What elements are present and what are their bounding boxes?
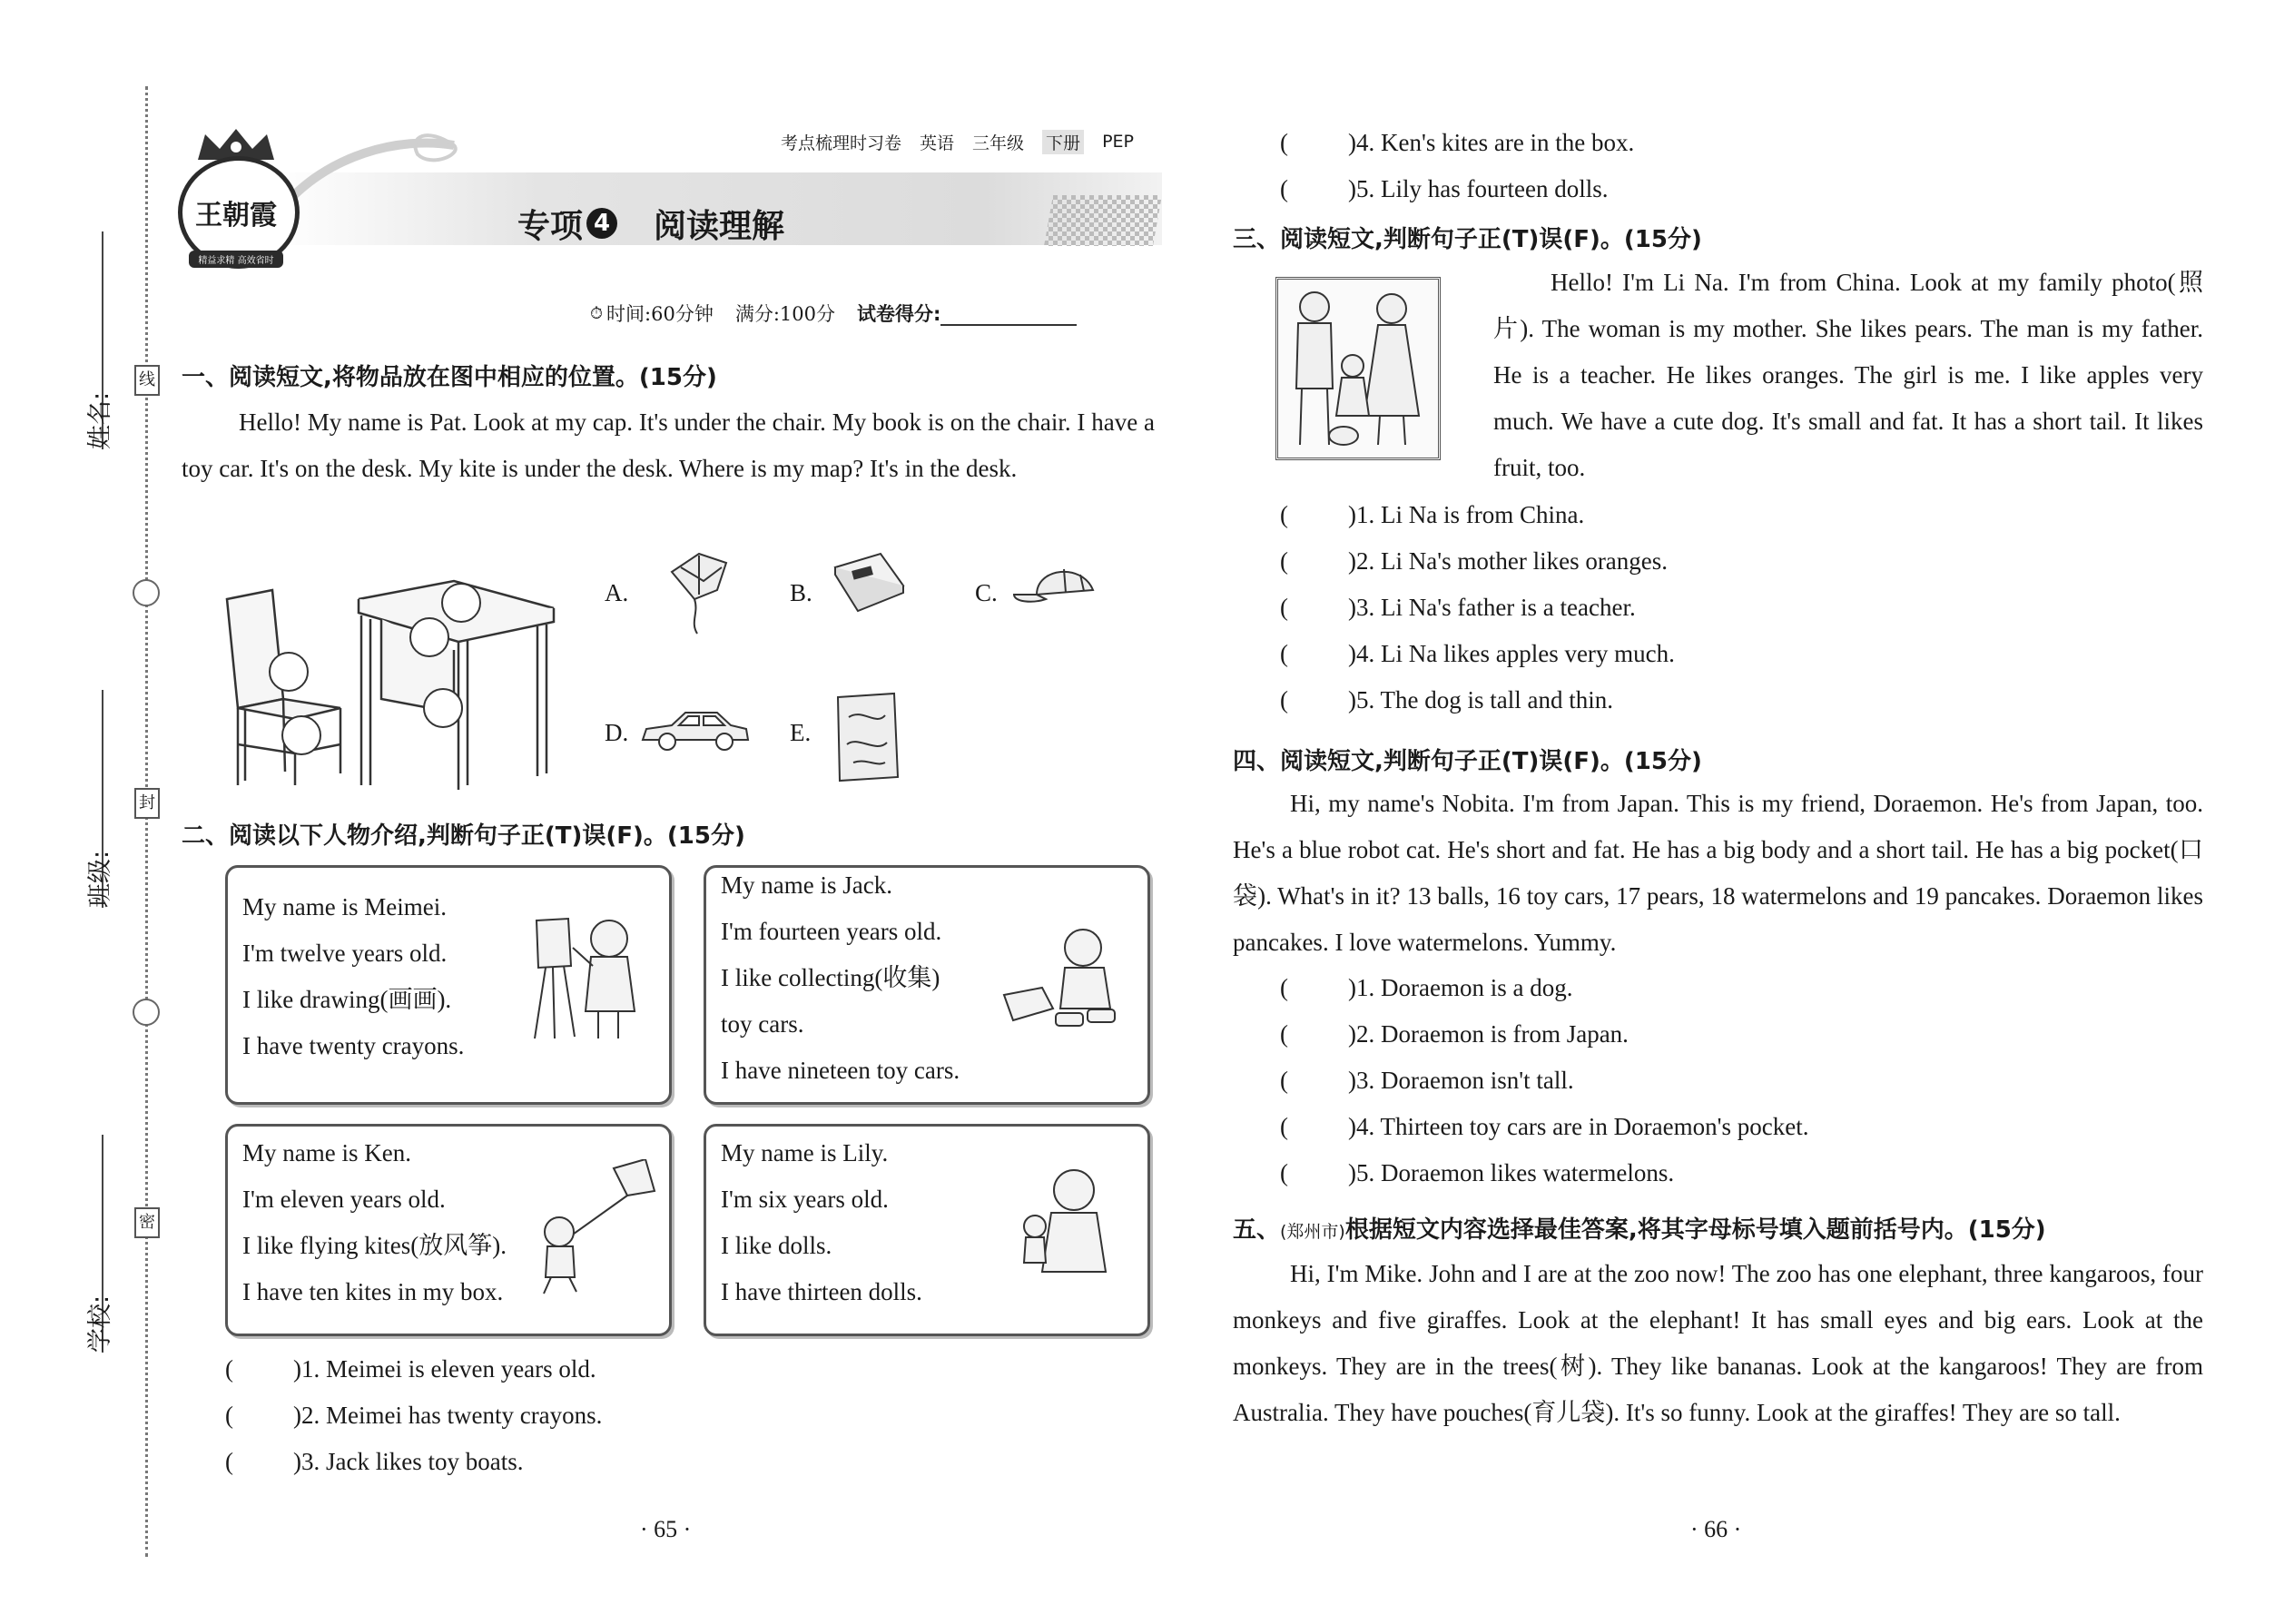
series-bar [781,127,1134,156]
series-volume: 下册 [1042,130,1084,154]
binding-hole-icon [133,579,160,606]
card-line: I'm twelve years old. [242,940,448,967]
tf-question: ( )4. Ken's kites are in the box. [1280,129,1635,156]
chair-icon [227,590,283,708]
line-char-xian: 线 [134,365,160,396]
card-line: I'm eleven years old. [242,1186,446,1213]
option-b-letter: B. [790,579,812,606]
section5-city: (郑州市) [1280,1222,1345,1242]
tf-question: ( )2. Doraemon is from Japan. [1280,1020,1629,1048]
tf-question: ( )4. Li Na likes apples very much. [1280,640,1675,667]
placement-circle-desk-top [442,584,480,622]
girl-dolls-icon [1006,1163,1124,1290]
profile-card-lily [704,1124,1150,1336]
series-edition: PEP [1102,132,1134,152]
chair-desk-illustration [218,563,563,790]
card-line: I'm fourteen years old. [721,918,942,945]
line-char-feng: 封 [134,788,160,819]
section2-heading: 二、阅读以下人物介绍,判断句子正(T)误(F)。(15分) [182,822,745,850]
line-char-mi: 密 [134,1207,160,1238]
section5-number: 五、 [1233,1216,1281,1244]
cap-icon [1009,558,1100,613]
section2-questions-right [1280,120,1634,212]
boy-kite-icon [527,1159,664,1295]
section5-heading [1233,1211,2046,1245]
card-line: I have thirteen dolls. [721,1278,922,1305]
binding-dotted-line [145,86,148,1557]
card-line: I have nineteen toy cars. [721,1057,960,1084]
series-name: 考点梳理时习卷 [781,133,902,153]
tf-question: ( )5. Lily has fourteen dolls. [1280,175,1609,202]
series-subject: 英语 [920,133,955,153]
section5-instruction: 根据短文内容选择最佳答案,将其字母标号填入题前括号内。(15分) [1344,1216,2046,1244]
family-photo-icon [1278,280,1438,458]
tf-question: ( )1. Li Na is from China. [1280,501,1585,528]
option-a-letter: A. [605,579,629,606]
profile-card-jack [704,865,1150,1105]
section3-heading: 三、阅读短文,判断句子正(T)误(F)。(15分) [1233,226,1702,253]
title-number-badge: 4 [586,208,617,239]
tf-question: ( )5. The dog is tall and thin. [1280,686,1613,714]
tf-question: ( )5. Doraemon likes watermelons. [1280,1159,1675,1186]
class-label: 班级: [86,850,114,908]
profile-card-ken [225,1124,672,1336]
map-icon [831,690,903,785]
page-title [517,198,784,249]
option-c-letter: C. [975,579,998,606]
card-line: I'm six years old. [721,1186,889,1213]
toy-car-icon [635,704,753,758]
section3-passage: Hello! I'm Li Na. I'm from China. Look at my family photo(照片). The woman is my mother. She likes pears. The man is my father. He is a teacher. He likes oranges. The girl is me. I like apples very much. We have a cute dog. It's small and fat. It has a short tail. It likes fruit, too. [1493,269,2203,481]
card-line: I like collecting(收集) [721,964,940,991]
card-line: I have ten kites in my box. [242,1278,504,1305]
binding-hole-icon [133,999,160,1026]
section1-heading: 一、阅读短文,将物品放在图中相应的位置。(15分) [182,364,717,391]
title-name: 阅读理解 [654,207,785,245]
card-line: My name is Jack. [721,871,892,899]
placement-circle-chair-seat [270,653,308,691]
tf-question: ( )1. Doraemon is a dog. [1280,974,1573,1001]
section5-passage: Hi, I'm Mike. John and I are at the zoo now! The zoo has one elephant, three kangaroos, four monkeys and five giraffes. Look at the elephant! It has small eyes and big ears. Look at the monkeys. They are in the trees(树). They like bananas. Look at the kangaroos! They are from Australia. They have pouches(育儿袋). It's so funny. Look at the giraffes! They are so tall. [1233,1260,2203,1426]
card-line: I like drawing(画画). [242,986,452,1013]
section4-heading: 四、阅读短文,判断句子正(T)误(F)。(15分) [1233,748,1702,775]
card-line: I like flying kites(放风筝). [242,1232,507,1259]
clock-icon: ⏱ [590,303,604,323]
card-line: My name is Ken. [242,1139,411,1166]
card-line: I have twenty crayons. [242,1032,465,1059]
option-e-letter: E. [790,719,812,746]
name-label: 姓名: [86,391,114,449]
section3-questions [1280,492,1675,723]
page-number-right: · 66 · [1690,1516,1742,1542]
title-prefix: 专项 [517,207,584,245]
school-label: 学校: [86,1294,114,1353]
page-number-left: · 65 · [640,1516,692,1542]
placement-circle-under-chair [282,716,320,754]
tf-question: ( )2. Li Na's mother likes oranges. [1280,547,1669,575]
girl-drawing-icon [527,911,645,1048]
tf-question: ( )3. Doraemon isn't tall. [1280,1067,1574,1094]
brand-logo [172,127,300,272]
profile-card-meimei [225,865,672,1105]
placement-circle-in-desk [410,618,448,656]
section1-passage: Hello! My name is Pat. Look at my cap. It's under the chair. My book is on the chair. I have a toy car. It's on the desk. My kite is under the desk. Where is my map? It's in the desk. [182,408,1155,482]
section4-passage: Hi, my name's Nobita. I'm from Japan. This is my friend, Doraemon. He's from Japan, too. He's a blue robot cat. He's short and fat. He has a big body and a short tail. He has a big pocket(口袋). What's in it? 13 balls, 16 toy cars, 17 pears, 18 watermelons and 19 pancakes. Doraemon likes pancakes. I love watermelons. Yummy. [1233,790,2203,956]
exam-meta [590,298,1077,329]
card-line: toy cars. [721,1010,804,1038]
tf-question: ( )3. Li Na's father is a teacher. [1280,594,1636,621]
section2-questions-left [225,1346,602,1485]
section4-questions [1280,965,1808,1196]
full-score: 满分:100分 [734,303,836,325]
score-label: 试卷得分: [857,303,941,325]
tf-question: ( )4. Thirteen toy cars are in Doraemon's pocket. [1280,1113,1809,1140]
binding-margin [0,0,163,1624]
logo-motto: 精益求精 高效省时 [189,251,283,268]
tf-question: ( )3. Jack likes toy boats. [225,1448,524,1475]
time-limit: 时间:60分钟 [606,303,714,325]
header-ribbon-checker-icon [1044,195,1162,246]
logo-text: 王朝霞 [195,200,277,231]
tf-question: ( )2. Meimei has twenty crayons. [225,1402,603,1429]
card-line: My name is Lily. [721,1139,889,1166]
kite-icon [663,545,744,635]
option-d-letter: D. [605,719,629,746]
score-input[interactable] [940,300,1077,326]
card-line: My name is Meimei. [242,893,447,920]
boy-toy-cars-icon [997,922,1133,1040]
card-line: I like dolls. [721,1232,832,1259]
header-swoosh-icon [272,118,472,218]
tf-question: ( )1. Meimei is eleven years old. [225,1355,596,1383]
family-photo [1275,277,1441,460]
series-grade: 三年级 [972,133,1025,153]
book-icon [826,549,908,622]
placement-circle-under-desk [424,689,462,727]
